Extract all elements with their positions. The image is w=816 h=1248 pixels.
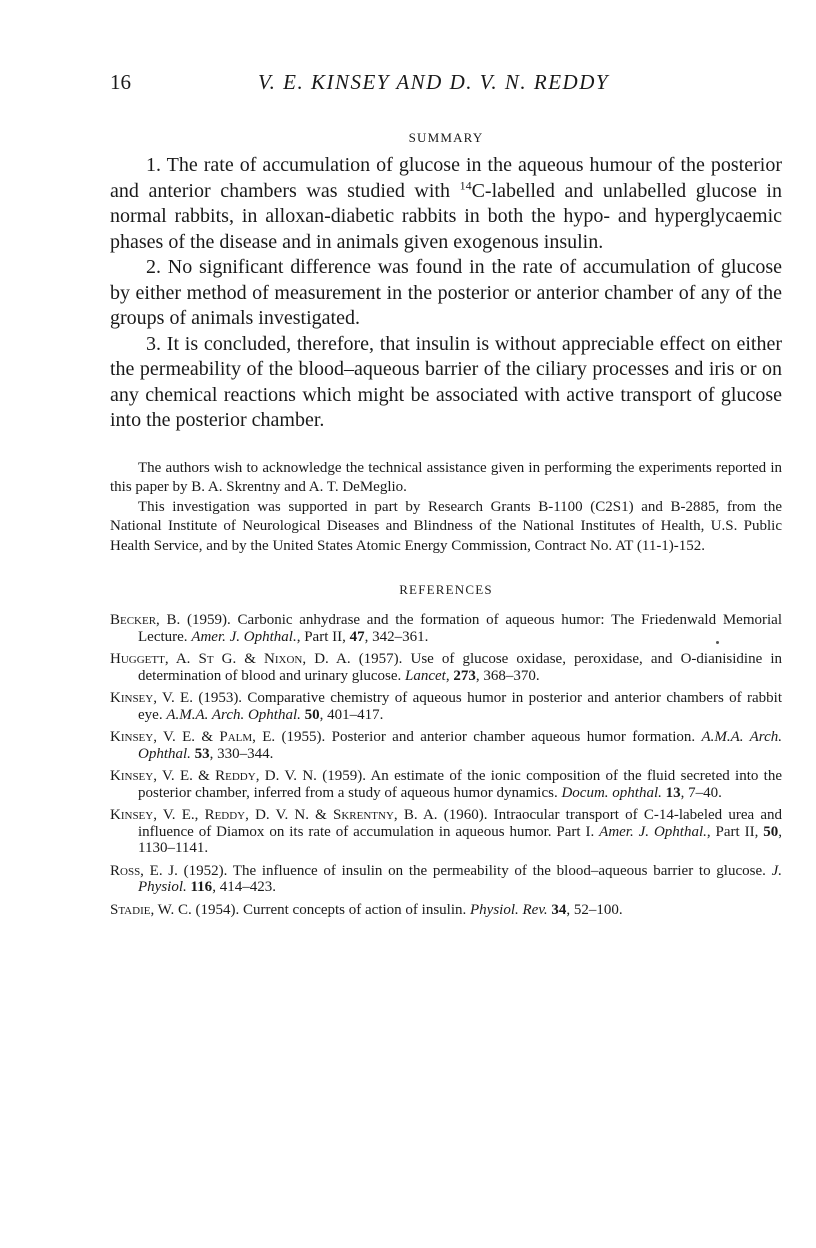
reference-volume: 116 <box>190 879 213 895</box>
reference-pre-volume: , Part II, <box>706 823 764 840</box>
reference-journal: Amer. J. Ophthal. <box>599 823 707 840</box>
reference-pages: , 401–417. <box>319 706 384 723</box>
reference-item <box>110 807 782 857</box>
acknowledgement-assistance: The authors wish to acknowledge the technical assistance given in performing the experiments reported in this paper by B. A. Skrentny and A. T. DeMeglio. <box>110 459 782 495</box>
reference-volume: 47 <box>349 628 365 645</box>
reference-pages: , 7–40. <box>680 784 722 801</box>
reference-volume: 13 <box>665 784 681 801</box>
reference-pages: , 1130–1141. <box>138 823 782 856</box>
reference-title: Current concepts of action of insulin. <box>242 901 470 918</box>
scan-speck <box>716 641 719 644</box>
reference-item <box>110 863 782 896</box>
reference-pages: , 330–344. <box>209 745 274 762</box>
reference-year: (1959). <box>180 612 238 628</box>
reference-title: Posterior and anterior chamber aqueous humor formation. <box>331 729 702 745</box>
reference-year: (1957). <box>350 651 411 667</box>
reference-authors: Kinsey, V. E. & Palm, E. <box>110 729 276 745</box>
reference-volume: 50 <box>304 706 320 723</box>
reference-item <box>110 612 782 645</box>
reference-authors: Kinsey, V. E. & Reddy, D. V. N. <box>110 768 317 784</box>
page <box>110 70 782 924</box>
reference-pre-volume: , Part II, <box>296 628 350 645</box>
reference-year: (1954). <box>191 901 243 918</box>
reference-authors: Kinsey, V. E. <box>110 690 193 706</box>
summary-heading: SUMMARY <box>408 130 484 145</box>
reference-year: (1959). <box>316 768 371 784</box>
reference-item <box>110 651 782 684</box>
reference-item <box>110 768 782 801</box>
summary-item-1 <box>110 153 782 255</box>
reference-journal: Amer. J. Ophthal. <box>191 628 297 645</box>
summary-section <box>110 153 782 434</box>
acknowledgements <box>110 459 782 557</box>
reference-year: (1960). <box>437 807 494 823</box>
reference-title: Intraocular transport of C-14-labeled urea and influence of Diamox on its rate of accumulation in aqueous humor. Part I. <box>138 807 782 840</box>
reference-journal: J. Physiol. <box>138 862 782 895</box>
reference-pages: , 368–370. <box>475 667 540 684</box>
isotope-superscript: 14 <box>459 177 472 192</box>
reference-journal: A.M.A. Arch. Ophthal. <box>138 729 782 762</box>
reference-authors: Stadie, W. C. <box>110 901 192 918</box>
summary-item-3: 3. It is concluded, therefore, that insulin is without appreciable effect on either the permeability of the blood–aqueous barrier of the ciliary processes and iris or on any chemical reactions which might be associated with active transport of glucose into the posterior chamber. <box>110 332 782 431</box>
reference-year: (1953). <box>192 690 248 706</box>
acknowledgement-funding: This investigation was supported in part by Research Grants B-1100 (C2S1) and B-2885, from the National Institute of Neurological Diseases and Blindness of the National Institutes of Health, U.S. Public Health Service, and by the United States Atomic Energy Commission, Contract No. AT (11-1)-152. <box>110 498 782 554</box>
summary-item-2: 2. No significant difference was found in the rate of accumulation of glucose by either method of measurement in the posterior or anterior chamber of any of the groups of animals investigated. <box>110 256 782 329</box>
reference-journal: Docum. ophthal. <box>561 784 662 801</box>
reference-journal: Lancet <box>405 667 446 684</box>
reference-volume: 50 <box>763 823 779 840</box>
running-title: V. E. KINSEY AND D. V. N. REDDY <box>258 70 610 94</box>
references-heading: REFERENCES <box>399 582 493 597</box>
reference-pre-volume: , <box>445 667 454 684</box>
reference-item <box>110 690 782 723</box>
summary-item-1-part-1: 1. The rate of accumulation of glucose in the aqueous humour of the posterior and anterior chambers was studied with <box>110 154 782 202</box>
reference-volume: 53 <box>194 745 210 762</box>
reference-title: Comparative chemistry of aqueous humor in posterior and anterior chambers of rabbit eye. <box>138 690 782 723</box>
reference-journal: A.M.A. Arch. Ophthal. <box>166 706 301 723</box>
reference-year: (1952). <box>177 862 233 879</box>
reference-item <box>110 902 782 919</box>
reference-pages: , 52–100. <box>566 901 623 918</box>
reference-title: The influence of insulin on the permeability of the blood–aqueous barrier to glucose. <box>232 862 772 879</box>
reference-list <box>110 612 782 918</box>
reference-pages: , 414–423. <box>212 879 276 895</box>
reference-year: (1955). <box>275 729 332 745</box>
reference-authors: Ross, E. J. <box>110 862 178 879</box>
reference-pages: , 342–361. <box>364 628 429 645</box>
running-head <box>110 70 782 100</box>
reference-authors: Becker, B. <box>110 612 181 628</box>
reference-journal: Physiol. Rev. <box>470 901 548 918</box>
reference-authors: Kinsey, V. E., Reddy, D. V. N. & Skrentny, B. A. <box>110 807 438 823</box>
reference-authors: Huggett, A. St G. & Nixon, D. A. <box>110 651 351 667</box>
reference-title: Carbonic anhydrase and the formation of aqueous humor: The Friedenwald Memorial Lecture. <box>138 612 782 645</box>
reference-item <box>110 729 782 762</box>
summary-item-1-part-2: C-labelled and unlabelled glucose in normal rabbits, in alloxan-diabetic rabbits in both the hypo- and hyperglycaemic phases of the disease and in animals given exogenous insulin. <box>110 179 782 253</box>
reference-volume: 34 <box>551 901 567 918</box>
reference-title: Use of glucose oxidase, peroxidase, and O-dianisidine in determination of blood and urinary glucose. <box>138 651 782 684</box>
reference-title: An estimate of the ionic composition of the fluid secreted into the posterior chamber, inferred from a study of aqueous humor dynamics. <box>138 768 783 801</box>
reference-volume: 273 <box>453 667 476 684</box>
page-number: 16 <box>110 70 131 94</box>
